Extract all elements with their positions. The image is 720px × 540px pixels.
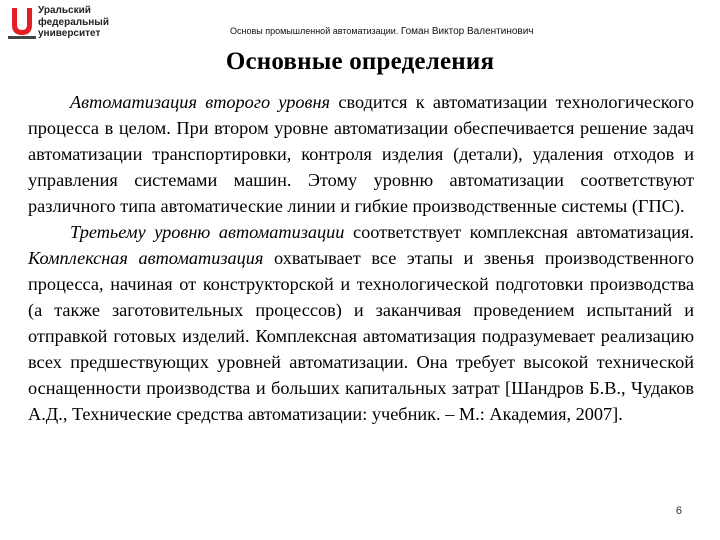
logo-line-2: федеральный [38,16,109,28]
university-logo [6,5,126,41]
logo-line-1: Уральский [38,5,91,16]
paragraph-text: сводится к автоматизации технологического процесса в целом. При втором уровне автоматизации обеспечивается решение задач автоматизации транспортировки, контроля изделия (детали), удаления отходов и управления системами машин. Этому уровню автоматизации соответствуют различного типа автоматические линии и гибкие производственные системы (ГПС). [28,92,694,216]
logo-line-3: университет [38,28,101,39]
page-title: Основные определения [225,48,495,75]
slide-body [28,89,694,427]
term-third-level: Третьему уровню автоматизации [70,222,345,242]
paragraph-text: соответствует комплексная автоматизация. [344,222,694,242]
paragraph-third-level [28,219,694,427]
university-name [38,5,109,40]
course-title: Основы промышленной автоматизации. [230,26,399,36]
paragraph-text: охватывает все этапы и звенья производственного процесса, начиная от конструкторской и технологической подготовки производства (а также заготовительных процессов) и заканчивая проведением испытаний и отправкой готовых изделий. Комплексная автоматизация подразумевает реализацию всех предшествующих уровней автоматизации. Она требует высокой технической оснащенности производства и больших капитальных затрат [Шандров Б.В., Чудаков А.Д., Технические средства автоматизации: учебник. – М.: Академия, 2007]. [28,248,694,424]
author-name: Гоман Виктор Валентинович [400,26,534,37]
term-second-level: Автоматизация второго уровня [70,92,331,112]
urfu-logo-mark-icon [6,5,42,41]
paragraph-second-level [28,89,694,219]
slide-header [230,26,534,37]
term-complex-automation: Комплексная автоматизация [28,248,264,268]
page-number: 6 [675,505,682,517]
